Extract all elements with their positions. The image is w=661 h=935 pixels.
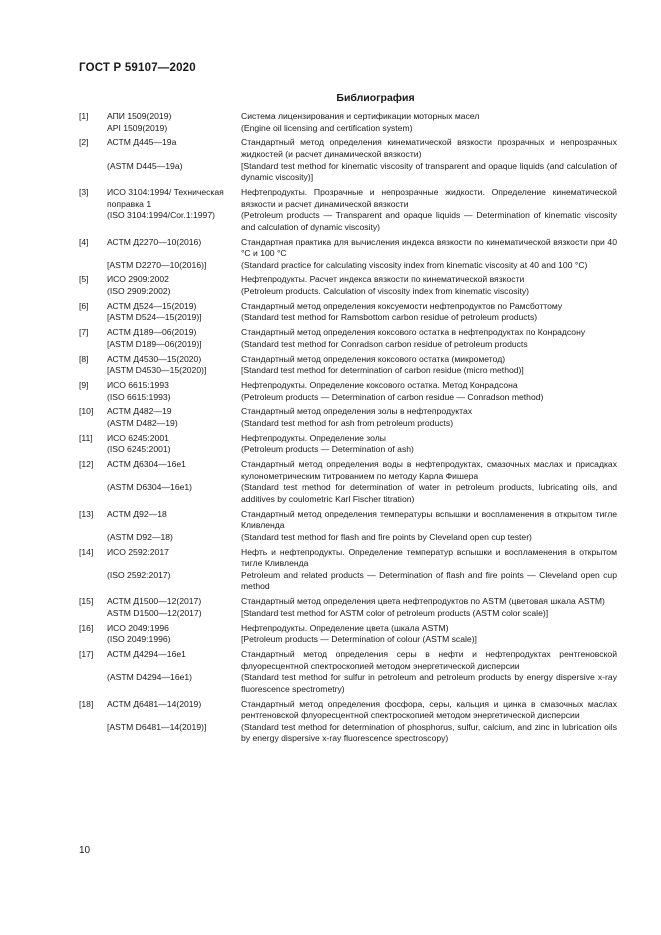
entry-description: Нефтепродукты. Прозрачные и непрозрачные жидкости. Определение кинематической вязкости и расчет динамической вязкости: [241, 186, 617, 209]
entry-reference: АСТМ Д2270—10(2016): [107, 236, 202, 247]
bib-entry: [79, 111, 617, 134]
entry-description: Petroleum and related products — Determination of flash and fire points — Cleveland open cup method: [241, 569, 617, 592]
entry-description: (Engine oil licensing and certification system): [241, 122, 413, 133]
entry-reference: [ASTM D4530—15(2020)]: [107, 365, 207, 376]
entry-reference: ИСО 6615:1993: [107, 379, 169, 390]
entry-reference: АСТМ Д4294—16е1: [107, 648, 186, 659]
bib-entry: [79, 509, 617, 544]
bib-entry: [79, 354, 617, 377]
entry-description: Стандартный метод определения коксового остатка (микрометод): [241, 353, 506, 364]
entry-reference: АСТМ Д6481—14(2019): [107, 698, 202, 709]
entry-description: Стандартный метод определения коксового остатка в нефтепродуктах по Конрадсону: [241, 327, 586, 338]
entry-reference: [ASTM D2270—10(2016)]: [107, 259, 207, 270]
entry-reference: АПИ 1509(2019): [107, 111, 172, 121]
entry-reference: (ISO 2909:2002): [107, 286, 171, 297]
entry-reference: (ASTM D445—19a): [107, 160, 183, 171]
entry-number: [3]: [79, 186, 89, 197]
entry-reference: АСТМ Д6304—16е1: [107, 459, 186, 470]
entry-description: Стандартный метод определения воды в нефтепродуктах, смазочных маслах и присадках кулонометрическим титрованием по методу Карла Фишера: [241, 459, 617, 481]
entry-number: [4]: [79, 236, 89, 247]
entry-reference: [ASTM D524—15(2019)]: [107, 312, 202, 323]
entry-description: Стандартный метод определения фосфора, серы, кальция и цинка в смазочных маслах рентгеновской флуоресцентной спектроскопией методом энергетической дисперсии: [241, 698, 617, 721]
entry-description: (Standard test method for sulfur in petroleum and petroleum products by energy dispersive x-ray fluorescence spectrometry): [241, 672, 617, 694]
entry-description: Стандартный метод определения кинематической вязкости прозрачных и непрозрачных жидкостей (и расчет динамической вязкости): [241, 137, 617, 159]
entry-description: (Standard test method for ash from petroleum products): [241, 417, 454, 428]
entry-reference: АСТМ Д482—19: [107, 406, 172, 417]
entry-number: [1]: [79, 111, 89, 121]
bib-entry: [79, 187, 617, 233]
bibliography-title: Библиография: [336, 92, 415, 104]
entry-description: [Standard test method for kinematic viscosity of transparent and opaque liquids (and calculation of dynamic viscosity)]: [241, 160, 617, 183]
entry-number: [17]: [79, 648, 94, 659]
bib-entry: [79, 406, 617, 429]
entry-description: Система лицензирования и сертификации моторных масел: [241, 111, 480, 121]
entry-description: (Standard test method for Ramsbottom carbon residue of petroleum products): [241, 312, 538, 323]
entry-reference: АСТМ Д92—18: [107, 508, 167, 519]
entry-description: (Petroleum products — Transparent and opaque liquids — Determination of kinematic viscosity and calculation of dynamic viscosity): [241, 210, 617, 232]
entry-reference: ИСО 6245:2001: [107, 432, 169, 443]
entry-description: Нефтепродукты. Определение золы: [241, 432, 386, 443]
entry-reference: API 1509(2019): [107, 122, 168, 133]
entry-description: Стандартный метод определения цвета нефтепродуктов по ASTM (цветовая шкала ASTM): [241, 596, 605, 607]
entry-description: (Standard test method for flash and fire points by Cleveland open cup tester): [241, 531, 532, 542]
entry-description: Стандартный метод определения температуры вспышки и воспламенения в открытом тигле Кливленда: [241, 508, 617, 531]
entry-reference: [ASTM D189—06(2019)]: [107, 338, 202, 349]
entry-reference: ИСО 2909:2002: [107, 274, 169, 285]
entry-number: [11]: [79, 432, 93, 443]
entry-reference: (ISO 6245:2001): [107, 444, 171, 455]
bib-entry: [79, 649, 617, 695]
entry-reference: АСТМ Д189—06(2019): [107, 327, 197, 338]
entry-reference: (ASTM D6304—16e1): [107, 482, 193, 493]
entry-number: [10]: [79, 406, 94, 417]
entry-description: [Petroleum products — Determination of colour (ASTM scale)]: [241, 634, 477, 645]
entry-description: (Petroleum products — Determination of ash): [241, 444, 414, 455]
entry-reference: (ASTM D4294—16e1): [107, 672, 193, 683]
bib-entry: [79, 327, 617, 350]
entry-number: [2]: [79, 137, 89, 148]
entry-number: [14]: [79, 546, 94, 557]
entry-reference: АСТМ Д524—15(2019): [107, 300, 197, 311]
bib-entry: [79, 459, 617, 505]
entry-reference: (ISO 2049:1996): [107, 634, 171, 645]
entry-reference: (ISO 6615:1993): [107, 391, 171, 402]
bib-entry: [79, 623, 617, 646]
entry-description: Нефть и нефтепродукты. Определение температур вспышки и воспламенения в открытом тигле Кливленда: [241, 546, 617, 569]
entry-number: [5]: [79, 274, 89, 285]
entry-number: [9]: [79, 379, 89, 390]
bibliography-list: [79, 111, 617, 748]
bib-entry: [79, 433, 617, 456]
entry-description: (Standard test method for determination of phosphorus, sulfur, calcium, and zinc in lubrication oils by energy dispersive x-ray fluorescence spectroscopy): [241, 721, 617, 744]
entry-description: (Standard test method for Conradson carbon residue of petroleum products: [241, 338, 528, 349]
entry-number: [7]: [79, 327, 89, 338]
entry-reference: АСТМ Д445—19а: [107, 137, 177, 148]
bib-entry: [79, 301, 617, 324]
entry-reference: (ISO 3104:1994/Cor.1:1997): [107, 210, 215, 221]
entry-description: Стандартный метод определения серы в нефти и нефтепродуктах рентгеновской флуоресцентной спектроскопией методом энергетической дисперсии: [241, 648, 617, 671]
entry-description: Стандартная практика для вычисления индекса вязкости по кинематической вязкости при 40 °С и 100 °С: [241, 236, 617, 259]
entry-description: Стандартный метод определения коксуемости нефтепродуктов по Рамсботтому: [241, 300, 563, 311]
entry-number: [15]: [79, 596, 94, 607]
entry-number: [12]: [79, 459, 94, 470]
entry-description: (Standard test method for determination of water in petroleum products, lubricating oils, and additives by coulometric Karl Fischer titration): [241, 482, 617, 504]
document-header: ГОСТ Р 59107—2020: [79, 62, 196, 74]
entry-reference: АСТМ Д4530—15(2020): [107, 353, 202, 364]
entry-description: Нефтепродукты. Определение коксового остатка. Метод Конрадсона: [241, 379, 518, 390]
entry-reference: (ASTM D92—18): [107, 531, 173, 542]
entry-reference: (ISO 2592:2017): [107, 569, 171, 580]
entry-reference: АСТМ Д1500—12(2017): [107, 596, 202, 607]
entry-number: [8]: [79, 353, 89, 364]
bib-entry: [79, 596, 617, 619]
entry-reference: ИСО 2592:2017: [107, 546, 169, 557]
bib-entry: [79, 547, 617, 593]
entry-description: Стандартный метод определения золы в нефтепродуктах: [241, 406, 473, 417]
entry-number: [18]: [79, 698, 94, 709]
bib-entry: [79, 699, 617, 745]
entry-reference: (ASTM D482—19): [107, 417, 178, 428]
bib-entry: [79, 137, 617, 183]
entry-description: (Petroleum products. Calculation of viscosity index from kinematic viscosity): [241, 286, 529, 297]
entry-description: (Petroleum products — Determination of carbon residue — Conradson method): [241, 391, 544, 402]
entry-reference: ИСО 3104:1994/ Техническая поправка 1: [107, 186, 224, 209]
bib-entry: [79, 237, 617, 272]
entry-description: [Standard test method for determination of carbon residue (micro method)]: [241, 365, 524, 376]
entry-description: Нефтепродукты. Расчет индекса вязкости по кинематической вязкости: [241, 274, 525, 285]
entry-number: [16]: [79, 622, 94, 633]
entry-reference: ASTM D1500—12(2017): [107, 607, 202, 618]
page-number: 10: [79, 845, 91, 856]
entry-reference: [ASTM D6481—14(2019)]: [107, 721, 207, 732]
bib-entry: [79, 274, 617, 297]
entry-description: (Standard practice for calculating viscosity index from kinematic viscosity at 40 and 100 °C): [241, 259, 588, 270]
entry-reference: ИСО 2049:1996: [107, 622, 169, 633]
entry-number: [6]: [79, 300, 89, 311]
entry-description: Нефтепродукты. Определение цвета (шкала ASTM): [241, 622, 449, 633]
bib-entry: [79, 380, 617, 403]
entry-description: [Standard test method for ASTM color of petroleum products (ASTM color scale)]: [241, 607, 549, 618]
entry-number: [13]: [79, 508, 94, 519]
